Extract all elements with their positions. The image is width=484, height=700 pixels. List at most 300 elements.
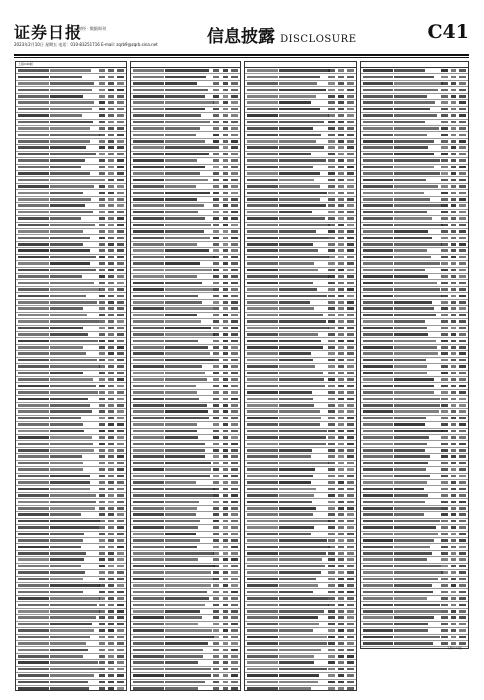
cell-text-bar <box>18 462 49 465</box>
cell-text-bar <box>133 69 164 72</box>
cell-text-bar <box>165 423 197 426</box>
cell-text-bar <box>338 127 344 130</box>
cell-text-bar <box>451 230 456 233</box>
cell-text-bar <box>231 449 238 452</box>
cell-text-bar <box>451 488 456 491</box>
cell-text-bar <box>117 604 124 607</box>
cell-text-bar <box>133 192 164 195</box>
cell-text-bar <box>108 436 114 439</box>
cell-text-bar <box>117 533 124 536</box>
cell-text-bar <box>50 359 96 362</box>
cell-text-bar <box>338 282 344 285</box>
cell-text-bar <box>133 269 164 272</box>
cell-text-bar <box>117 468 124 471</box>
cell-text-bar <box>108 172 114 175</box>
cell-text-bar <box>133 327 164 330</box>
cell-text-bar <box>328 249 335 252</box>
cell-text-bar <box>99 455 106 458</box>
cell-text-bar <box>451 301 456 304</box>
cell-text-bar <box>133 95 164 98</box>
cell-text-bar <box>18 507 49 510</box>
issue-line: 2023年2月10日 星期五 电话：010-83251716 E-mail: zqrb9@zqrb.sina.net <box>14 42 158 47</box>
cell-text-bar <box>279 146 323 149</box>
cell-text-bar <box>328 578 335 581</box>
cell-text-bar <box>451 365 456 368</box>
cell-text-bar <box>108 462 114 465</box>
cell-text-bar <box>117 455 124 458</box>
cell-text-bar <box>133 385 164 388</box>
cell-text-bar <box>50 314 87 317</box>
cell-text-bar <box>394 95 427 98</box>
cell-text-bar <box>213 604 220 607</box>
cell-text-bar <box>18 481 49 484</box>
cell-text-bar <box>18 681 49 684</box>
cell-text-bar <box>451 69 456 72</box>
cell-text-bar <box>117 668 124 671</box>
cell-text-bar <box>231 417 238 420</box>
cell-text-bar <box>441 217 447 220</box>
cell-text-bar <box>279 539 327 542</box>
cell-text-bar <box>213 172 220 175</box>
cell-text-bar <box>18 636 49 639</box>
cell-text-bar <box>99 539 106 542</box>
cell-text-bar <box>459 127 465 130</box>
cell-text-bar <box>99 121 106 124</box>
cell-text-bar <box>133 494 164 497</box>
cell-text-bar <box>117 597 124 600</box>
cell-text-bar <box>441 623 447 626</box>
cell-text-bar <box>279 224 330 227</box>
cell-text-bar <box>99 494 106 497</box>
cell-text-bar <box>133 398 164 401</box>
cell-text-bar <box>108 275 114 278</box>
cell-text-bar <box>328 462 335 465</box>
cell-text-bar <box>99 301 106 304</box>
cell-text-bar <box>165 108 205 111</box>
cell-text-bar <box>347 501 354 504</box>
cell-text-bar <box>347 610 354 613</box>
cell-text-bar <box>133 571 164 574</box>
cell-text-bar <box>347 636 354 639</box>
cell-text-bar <box>231 533 238 536</box>
cell-text-bar <box>165 546 198 549</box>
cell-text-bar <box>394 584 432 587</box>
cell-text-bar <box>50 661 97 664</box>
cell-text-bar <box>165 430 198 433</box>
cell-text-bar <box>338 89 344 92</box>
cell-text-bar <box>459 372 465 375</box>
cell-text-bar <box>213 610 220 613</box>
cell-text-bar <box>108 262 114 265</box>
cell-text-bar <box>247 501 278 504</box>
cell-text-bar <box>394 565 441 568</box>
cell-text-bar <box>328 501 335 504</box>
cell-text-bar <box>18 423 49 426</box>
cell-text-bar <box>441 584 447 587</box>
cell-text-bar <box>18 475 49 478</box>
cell-text-bar <box>363 423 393 426</box>
cell-text-bar <box>451 604 456 607</box>
cell-text-bar <box>223 166 228 169</box>
cell-text-bar <box>279 101 311 104</box>
cell-text-bar <box>247 301 278 304</box>
cell-text-bar <box>18 282 49 285</box>
cell-text-bar <box>441 488 447 491</box>
cell-text-bar <box>441 391 447 394</box>
cell-text-bar <box>99 584 106 587</box>
cell-text-bar <box>451 533 456 536</box>
cell-text-bar <box>99 211 106 214</box>
cell-text-bar <box>247 204 278 207</box>
cell-text-bar <box>441 256 447 259</box>
cell-text-bar <box>394 597 427 600</box>
cell-text-bar <box>441 385 447 388</box>
cell-text-bar <box>99 546 106 549</box>
cell-text-bar <box>231 661 238 664</box>
cell-text-bar <box>451 629 456 632</box>
cell-text-bar <box>459 249 465 252</box>
cell-text-bar <box>247 423 278 426</box>
cell-text-bar <box>117 256 124 259</box>
cell-text-bar <box>223 449 228 452</box>
cell-text-bar <box>99 674 106 677</box>
cell-text-bar <box>451 526 456 529</box>
cell-text-bar <box>459 597 465 600</box>
cell-text-bar <box>99 501 106 504</box>
cell-text-bar <box>459 501 465 504</box>
cell-text-bar <box>50 404 90 407</box>
cell-text-bar <box>363 584 393 587</box>
cell-text-bar <box>363 539 393 542</box>
cell-text-bar <box>459 69 465 72</box>
cell-text-bar <box>231 610 238 613</box>
cell-text-bar <box>50 546 81 549</box>
cell-text-bar <box>18 82 49 85</box>
cell-text-bar <box>50 346 83 349</box>
cell-text-bar <box>18 687 49 690</box>
cell-text-bar <box>459 584 465 587</box>
cell-text-bar <box>394 455 430 458</box>
cell-text-bar <box>347 488 354 491</box>
cell-text-bar <box>133 404 164 407</box>
cell-text-bar <box>279 552 326 555</box>
cell-text-bar <box>18 89 49 92</box>
cell-text-bar <box>133 237 164 240</box>
cell-text-bar <box>133 82 164 85</box>
cell-text-bar <box>133 307 164 310</box>
cell-text-bar <box>363 198 393 201</box>
cell-text-bar <box>18 114 49 117</box>
cell-text-bar <box>347 443 354 446</box>
cell-text-bar <box>108 597 114 600</box>
cell-text-bar <box>99 616 106 619</box>
cell-text-bar <box>338 204 344 207</box>
cell-text-bar <box>328 159 335 162</box>
cell-text-bar <box>99 436 106 439</box>
cell-text-bar <box>18 436 49 439</box>
cell-text-bar <box>117 526 124 529</box>
cell-text-bar <box>99 385 106 388</box>
cell-text-bar <box>328 443 335 446</box>
cell-text-bar <box>213 346 220 349</box>
cell-text-bar <box>363 488 393 491</box>
cell-text-bar <box>451 558 456 561</box>
cell-text-bar <box>18 468 49 471</box>
cell-text-bar <box>328 674 335 677</box>
cell-text-bar <box>117 661 124 664</box>
cell-text-bar <box>133 204 164 207</box>
cell-text-bar <box>18 494 49 497</box>
cell-text-bar <box>117 275 124 278</box>
cell-text-bar <box>213 507 220 510</box>
cell-text-bar <box>441 76 447 79</box>
cell-text-bar <box>328 230 335 233</box>
cell-text-bar <box>133 642 164 645</box>
cell-text-bar <box>117 520 124 523</box>
cell-text-bar <box>279 307 313 310</box>
cell-text-bar <box>108 127 114 130</box>
cell-text-bar <box>99 526 106 529</box>
column-header: 上接C40版 <box>16 62 126 68</box>
cell-text-bar <box>117 475 124 478</box>
cell-text-bar <box>223 604 228 607</box>
cell-text-bar <box>108 449 114 452</box>
cell-text-bar <box>50 417 81 420</box>
cell-text-bar <box>99 243 106 246</box>
cell-text-bar <box>50 468 83 471</box>
cell-text-bar <box>363 475 393 478</box>
cell-text-bar <box>394 629 427 632</box>
cell-text-bar <box>328 340 335 343</box>
cell-text-bar <box>231 320 238 323</box>
cell-text-bar <box>213 237 220 240</box>
cell-text-bar <box>394 571 443 574</box>
cell-text-bar <box>223 430 228 433</box>
cell-text-bar <box>18 629 49 632</box>
cell-text-bar <box>231 649 238 652</box>
cell-text-bar <box>117 76 124 79</box>
cell-text-bar <box>394 82 442 85</box>
cell-text-bar <box>165 533 196 536</box>
cell-text-bar <box>50 462 83 465</box>
cell-text-bar <box>50 558 83 561</box>
cell-text-bar <box>231 584 238 587</box>
cell-text-bar <box>459 571 465 574</box>
cell-text-bar <box>394 578 437 581</box>
cell-text-bar <box>18 571 49 574</box>
cell-text-bar <box>165 655 204 658</box>
cell-text-bar <box>459 513 465 516</box>
cell-text-bar <box>441 333 447 336</box>
cell-text-bar <box>459 436 465 439</box>
cell-text-bar <box>394 365 427 368</box>
cell-text-bar <box>394 108 430 111</box>
cell-text-bar <box>231 307 238 310</box>
cell-text-bar <box>338 288 344 291</box>
cell-text-bar <box>459 475 465 478</box>
cell-text-bar <box>363 604 393 607</box>
cell-text-bar <box>363 507 393 510</box>
cell-text-bar <box>213 365 220 368</box>
cell-text-bar <box>18 159 49 162</box>
cell-text-bar <box>247 642 278 645</box>
cell-text-bar <box>347 430 354 433</box>
cell-text-bar <box>441 121 447 124</box>
cell-text-bar <box>451 101 456 104</box>
cell-text-bar <box>247 565 278 568</box>
cell-text-bar <box>117 649 124 652</box>
cell-text-bar <box>231 153 238 156</box>
cell-text-bar <box>363 565 393 568</box>
cell-text-bar <box>117 629 124 632</box>
cell-text-bar <box>133 249 164 252</box>
cell-text-bar <box>108 192 114 195</box>
cell-text-bar <box>50 224 95 227</box>
cell-text-bar <box>133 591 164 594</box>
cell-text-bar <box>279 423 320 426</box>
cell-text-bar <box>108 404 114 407</box>
cell-text-bar <box>117 436 124 439</box>
cell-text-bar <box>99 82 106 85</box>
cell-text-bar <box>213 462 220 465</box>
cell-text-bar <box>247 82 278 85</box>
cell-text-bar <box>133 365 164 368</box>
cell-text-bar <box>108 340 114 343</box>
cell-text-bar <box>165 224 211 227</box>
cell-text-bar <box>117 179 124 182</box>
cell-text-bar <box>247 89 278 92</box>
cell-text-bar <box>108 520 114 523</box>
cell-text-bar <box>328 629 335 632</box>
cell-text-bar <box>328 89 335 92</box>
cell-text-bar <box>108 526 114 529</box>
cell-text-bar <box>338 604 344 607</box>
cell-text-bar <box>231 436 238 439</box>
cell-text-bar <box>133 211 164 214</box>
cell-text-bar <box>133 230 164 233</box>
cell-text-bar <box>213 687 220 690</box>
cell-text-bar <box>99 153 106 156</box>
cell-text-bar <box>133 533 164 536</box>
cell-text-bar <box>18 179 49 182</box>
cell-text-bar <box>459 346 465 349</box>
cell-text-bar <box>117 134 124 137</box>
cell-text-bar <box>99 597 106 600</box>
cell-text-bar <box>50 488 90 491</box>
cell-text-bar <box>50 410 92 413</box>
cell-text-bar <box>441 565 447 568</box>
cell-text-bar <box>347 153 354 156</box>
listing-column <box>15 61 127 691</box>
cell-text-bar <box>338 636 344 639</box>
cell-text-bar <box>117 314 124 317</box>
cell-text-bar <box>223 288 228 291</box>
table-row <box>16 686 126 691</box>
cell-text-bar <box>231 687 238 690</box>
cell-text-bar <box>459 410 465 413</box>
cell-text-bar <box>394 301 432 304</box>
cell-text-bar <box>347 198 354 201</box>
cell-text-bar <box>231 82 238 85</box>
cell-text-bar <box>328 140 335 143</box>
cell-text-bar <box>338 398 344 401</box>
cell-text-bar <box>347 185 354 188</box>
cell-text-bar <box>394 404 440 407</box>
cell-text-bar <box>363 591 393 594</box>
cell-text-bar <box>50 391 98 394</box>
cell-text-bar <box>328 359 335 362</box>
cell-text-bar <box>441 314 447 317</box>
cell-text-bar <box>347 340 354 343</box>
cell-text-bar <box>133 166 164 169</box>
cell-text-bar <box>394 475 429 478</box>
cell-text-bar <box>18 243 49 246</box>
cell-text-bar <box>451 192 456 195</box>
cell-text-bar <box>338 224 344 227</box>
cell-text-bar <box>247 282 278 285</box>
cell-text-bar <box>231 224 238 227</box>
cell-text-bar <box>394 314 436 317</box>
cell-text-bar <box>338 146 344 149</box>
cell-text-bar <box>247 127 278 130</box>
cell-text-bar <box>213 623 220 626</box>
cell-text-bar <box>117 655 124 658</box>
cell-text-bar <box>451 82 456 85</box>
cell-text-bar <box>451 76 456 79</box>
cell-text-bar <box>231 185 238 188</box>
cell-text-bar <box>338 565 344 568</box>
cell-text-bar <box>108 513 114 516</box>
cell-text-bar <box>394 282 437 285</box>
cell-text-bar <box>451 256 456 259</box>
cell-text-bar <box>441 127 447 130</box>
cell-text-bar <box>247 378 278 381</box>
cell-text-bar <box>50 520 100 523</box>
cell-text-bar <box>117 211 124 214</box>
cell-text-bar <box>117 269 124 272</box>
cell-text-bar <box>394 288 440 291</box>
cell-text-bar <box>363 82 393 85</box>
cell-text-bar <box>279 668 326 671</box>
cell-text-bar <box>108 443 114 446</box>
cell-text-bar <box>117 159 124 162</box>
cell-text-bar <box>279 365 314 368</box>
cell-text-bar <box>347 591 354 594</box>
cell-text-bar <box>279 179 313 182</box>
cell-text-bar <box>338 571 344 574</box>
cell-text-bar <box>99 533 106 536</box>
cell-text-bar <box>223 69 228 72</box>
cell-text-bar <box>247 249 278 252</box>
cell-text-bar <box>223 314 228 317</box>
cell-text-bar <box>117 327 124 330</box>
cell-text-bar <box>347 346 354 349</box>
cell-text-bar <box>117 146 124 149</box>
cell-text-bar <box>99 295 106 298</box>
cell-text-bar <box>213 114 220 117</box>
cell-text-bar <box>213 352 220 355</box>
cell-text-bar <box>394 507 440 510</box>
cell-text-bar <box>117 539 124 542</box>
cell-text-bar <box>223 610 228 613</box>
cell-text-bar <box>328 661 335 664</box>
cell-text-bar <box>223 365 228 368</box>
cell-text-bar <box>50 243 83 246</box>
cell-text-bar <box>117 391 124 394</box>
cell-text-bar <box>223 616 228 619</box>
cell-text-bar <box>223 668 228 671</box>
cell-text-bar <box>18 385 49 388</box>
